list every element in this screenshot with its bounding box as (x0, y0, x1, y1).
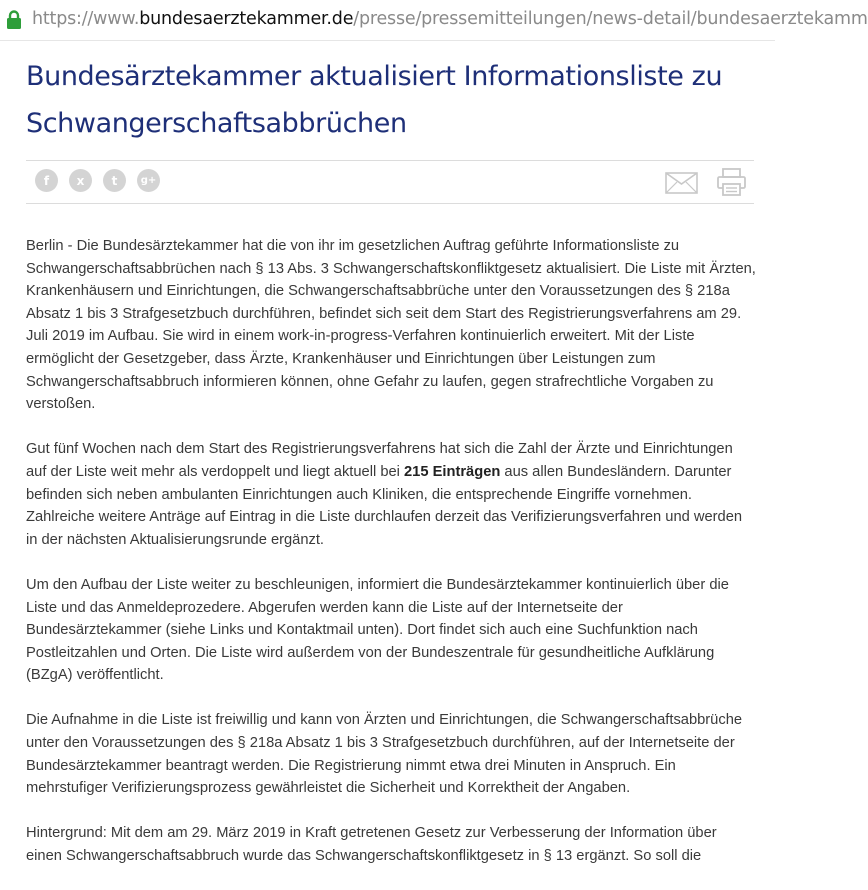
paragraph-2 (26, 438, 756, 551)
paragraph-3: Um den Aufbau der Liste weiter zu beschleunigen, informiert die Bundesärztekammer kontinuierlich über die Liste und das Anmeldeprozedere. Abgerufen werden kann die Liste auf der Internetseite der Bundesärztekammer (siehe Links und Kontaktmail unten). Dort findet sich auch eine Suchfunktion nach Postleitzahlen und Orten. Die Liste wird außerdem von der Bundeszentrale für gesundheitliche Aufklärung (BZgA) veröffentlicht. (26, 576, 729, 684)
facebook-icon[interactable] (35, 169, 58, 192)
page-title (26, 53, 726, 147)
googleplus-icon[interactable] (137, 169, 160, 192)
xing-glyph: x (76, 173, 85, 188)
paragraph-4: Die Aufnahme in die Liste ist freiwillig und kann von Ärzten und Einrichtungen, die Schwangerschaftsabbrüche unter den Voraussetzungen des § 218a Absatz 1 bis 3 Strafgesetzbuch durchführen, auf der Internetseite der Bundesärztekammer beantragt werden. Die Registrierung nimmt etwa drei Minuten in Anspruch. Ein mehrstufiger Verifizierungsprozess gewährleistet die Sicherheit und Korrektheit der Angaben. (26, 712, 743, 797)
twitter-icon[interactable] (103, 169, 126, 192)
print-icon[interactable] (717, 168, 746, 196)
mail-icon[interactable] (665, 172, 698, 194)
article-body (26, 235, 756, 890)
title-line-1: Bundesärztekammer aktualisiert Informationsliste zu (26, 61, 723, 92)
url-scheme: https://www. (32, 9, 140, 29)
paragraph-5: Hintergrund: Mit dem am 29. März 2019 in Kraft getretenen Gesetz zur Verbesserung der Information über einen Schwangerschaftsabbruch wurde das Schwangerschaftskonfliktgesetz in § 13 ergänzt. So soll die (26, 825, 717, 865)
lock-icon (6, 10, 22, 30)
facebook-glyph: f (43, 173, 50, 188)
divider-top (26, 160, 754, 161)
twitter-glyph: t (111, 173, 118, 188)
url-path: /presse/pressemitteilungen/news-detail/bundesaerztekamm (353, 9, 868, 29)
address-bar[interactable] (0, 0, 868, 41)
xing-icon[interactable] (69, 169, 92, 192)
title-line-2: Schwangerschaftsabbrüchen (26, 108, 407, 139)
googleplus-glyph: g+ (140, 175, 157, 186)
url-text[interactable] (32, 9, 868, 29)
paragraph-2-text-a: Gut fünf Wochen nach dem Start des Registrierungsverfahrens hat sich die Zahl der Ärzte und Einrichtungen auf der Liste weit mehr als verdoppelt und liegt aktuell bei (26, 441, 733, 480)
entry-count-highlight: 215 Einträgen (404, 463, 501, 480)
divider-bottom (26, 203, 754, 204)
paragraph-1: Berlin - Die Bundesärztekammer hat die von ihr im gesetzlichen Auftrag geführte Informationsliste zu Schwangerschaftsabbrüchen nach § 13 Abs. 3 Schwangerschaftskonfliktgesetz aktualisiert. Die Liste mit Ärzten, Krankenhäusern und Einrichtungen, die Schwangerschaftsabbrüche unter den Voraussetzungen des § 218a Absatz 1 bis 3 Strafgesetzbuch durchführen, befindet sich seit dem Start des Registrierungsverfahrens am 29. Juli 2019 im Aufbau. Sie wird in einem work-in-progress-Verfahren kontinuierlich erweitert. Mit der Liste ermöglicht der Gesetzgeber, dass Ärzte, Krankenhäuser und Einrichtungen über Leistungen zum Schwangerschaftsabbruch informieren können, ohne Gefahr zu laufen, gegen strafrechtliche Vorgaben zu verstoßen. (26, 238, 756, 413)
paragraph-2-text-b: aus allen Bundesländern. Darunter befinden sich neben ambulanten Einrichtungen auch Kliniken, die entsprechende Eingriffe vornehmen. Zahlreiche weitere Anträge auf Eintrag in die Liste durchlaufen derzeit das Verifizierungsverfahren und werden in der nächsten Aktualisierungsrunde ergänzt. (26, 463, 743, 548)
share-bar (35, 169, 160, 193)
url-host: bundesaerztekammer.de (139, 9, 354, 29)
